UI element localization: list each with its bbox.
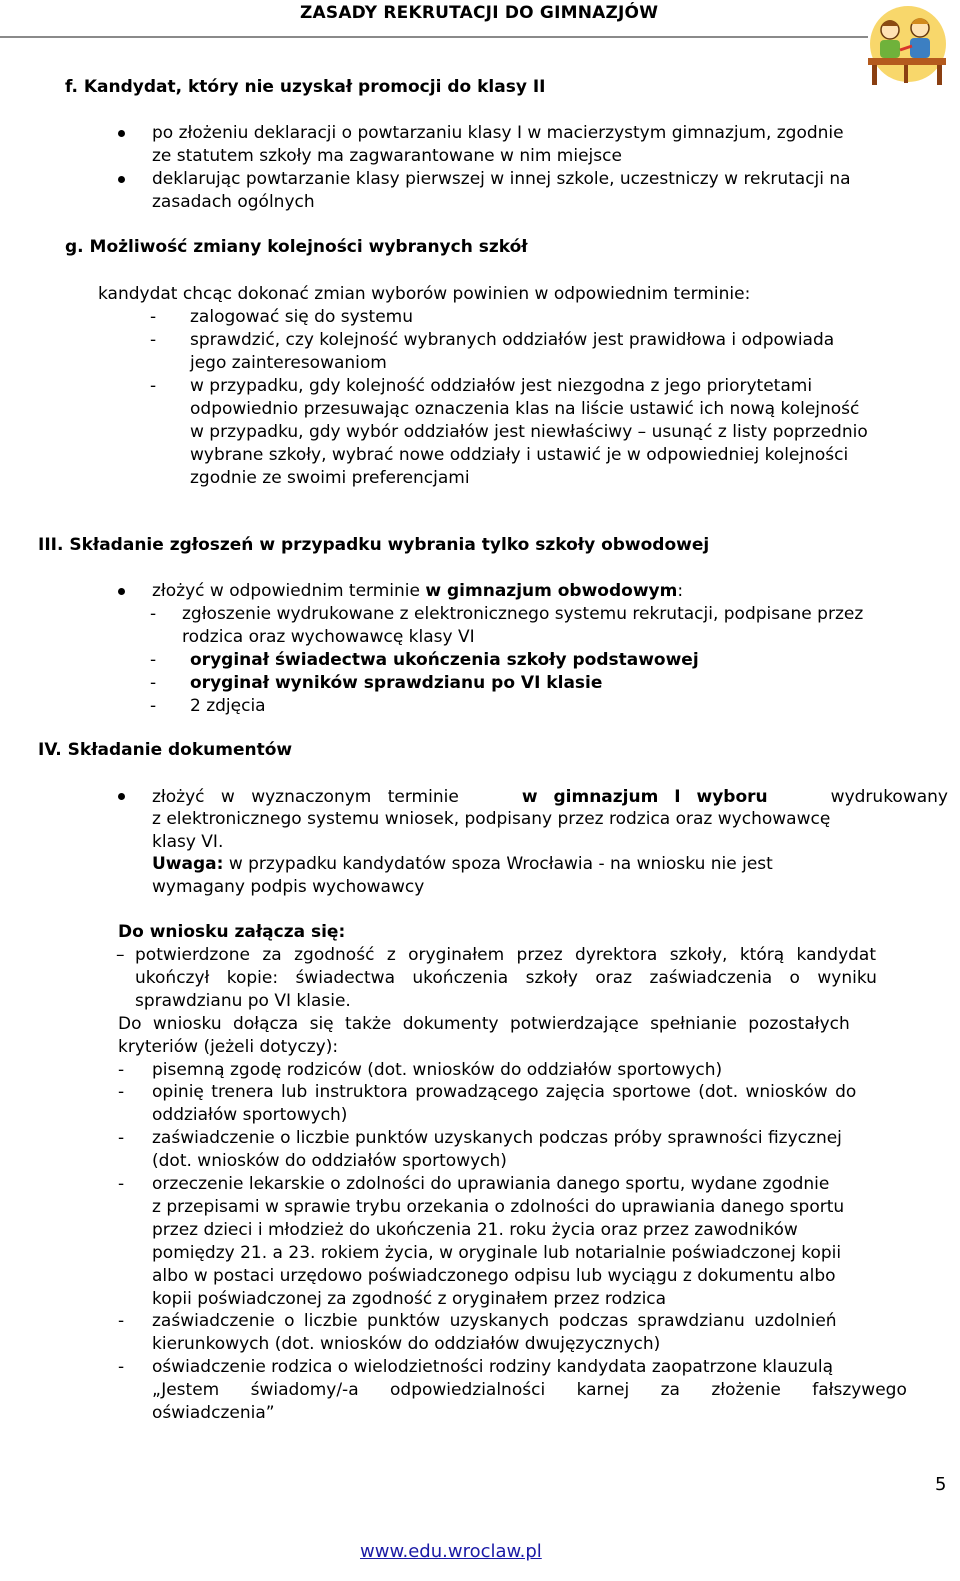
extra-doc6-line1: oświadczenie rodzica o wielodzietności rodziny kandydata zaopatrzone klauzulą [152, 1357, 834, 1377]
dash-marker: - [118, 1311, 125, 1331]
extra-doc4-line1: orzeczenie lekarskie o zdolności do uprawiania danego sportu, wydane zgodnie [152, 1174, 830, 1194]
attachments-heading: Do wniosku załącza się: [118, 922, 346, 942]
section-IV-bullet-line3: klasy VI. [152, 832, 224, 852]
dash-marker: - [150, 307, 157, 327]
section-g-dash3-line3: w przypadku, gdy wybór oddziałów jest niewłaściwy – usunąć z listy poprzednio [190, 422, 868, 442]
section-III-bullet-pre: złożyć w odpowiednim terminie [152, 581, 426, 601]
section-III-dash1-line1: zgłoszenie wydrukowane z elektronicznego systemu rekrutacji, podpisane przez [182, 604, 864, 624]
dash-marker: - [150, 650, 157, 670]
section-III-dash3: oryginał wyników sprawdzianu po VI klasie [190, 673, 603, 693]
extra-doc4-line6: kopii poświadczonej za zgodność z oryginałem przez rodzica [152, 1289, 667, 1309]
dash-marker: - [118, 1357, 125, 1377]
footer-website-link[interactable]: www.edu.wroclaw.pl [360, 1541, 542, 1562]
extra-doc3-line2: (dot. wniosków do oddziałów sportowych) [152, 1151, 507, 1171]
section-f-heading: f. Kandydat, który nie uzyskał promocji do klasy II [65, 77, 546, 97]
section-f-bullet1-line1: po złożeniu deklaracji o powtarzaniu klasy I w macierzystym gimnazjum, zgodnie [152, 123, 844, 143]
section-IV-bullet-pre: złożyć w wyznaczonym terminie [152, 787, 459, 807]
endash-marker: – [116, 945, 125, 965]
section-f-bullet1-line2: ze statutem szkoły ma zagwarantowane w nim miejsce [152, 146, 622, 166]
section-III-bullet [152, 580, 683, 603]
section-IV-bullet-line1 [152, 786, 948, 809]
section-IV-bullet-post: wydrukowany [830, 787, 948, 807]
note-text: w przypadku kandydatów spoza Wrocławia - na wniosku nie jest [223, 854, 773, 874]
note-label: Uwaga: [152, 854, 224, 874]
children-at-desk-logo [860, 4, 952, 90]
bullet-icon [118, 793, 125, 800]
extra-doc5-line1: zaświadczenie o liczbie punktów uzyskanych podczas sprawdzianu uzdolnień [152, 1311, 837, 1331]
attachment1-line1: potwierdzone za zgodność z oryginałem przez dyrektora szkoły, którą kandydat [135, 945, 876, 965]
extra-doc5-line2: kierunkowych (dot. wniosków do oddziałów dwujęzycznych) [152, 1334, 661, 1354]
dash-marker: - [150, 330, 157, 350]
extra-doc4-line4: pomiędzy 21. a 23. rokiem życia, w oryginale lub notarialnie poświadczonej kopii [152, 1243, 842, 1263]
extra-doc3-line1: zaświadczenie o liczbie punktów uzyskanych podczas próby sprawności fizycznej [152, 1128, 842, 1148]
section-III-bullet-bold: w gimnazjum obwodowym [425, 581, 678, 601]
extra-doc4-line2: z przepisami w sprawie trybu orzekania o zdolności do uprawiania danego sportu [152, 1197, 845, 1217]
section-III-dash1-line2: rodzica oraz wychowawcę klasy VI [182, 627, 475, 647]
section-f-bullet2-line2: zasadach ogólnych [152, 192, 315, 212]
extra-doc4-line5: albo w postaci urzędowo poświadczonego odpisu lub wyciągu z dokumentu albo [152, 1266, 836, 1286]
section-g-heading: g. Możliwość zmiany kolejności wybranych szkół [65, 237, 528, 257]
section-g-dash2-line1: sprawdzić, czy kolejność wybranych oddziałów jest prawidłowa i odpowiada [190, 330, 835, 350]
bullet-icon [118, 588, 125, 595]
dash-marker: - [118, 1060, 125, 1080]
extra-doc6-line2: „Jestem świadomy/-a odpowiedzialności karnej za złożenie fałszywego [152, 1380, 907, 1400]
page-number: 5 [935, 1474, 947, 1495]
dash-marker: - [118, 1174, 125, 1194]
section-g-dash3-line1: w przypadku, gdy kolejność oddziałów jest niezgodna z jego priorytetami [190, 376, 813, 396]
extra-doc6-line3: oświadczenia” [152, 1403, 275, 1423]
section-IV-bullet-line2: z elektronicznego systemu wniosek, podpisany przez rodzica oraz wychowawcę [152, 809, 831, 829]
attachment1-line3: sprawdzianu po VI klasie. [135, 991, 351, 1011]
dash-marker: - [150, 673, 157, 693]
extra-doc4-line3: przez dzieci i młodzież do ukończenia 21. roku życia oraz przez zawodników [152, 1220, 798, 1240]
dash-marker: - [150, 696, 157, 716]
section-IV-note-line1 [152, 853, 773, 876]
section-g-dash3-line2: odpowiednio przesuwając oznaczenia klas na liście ustawić ich nową kolejność [190, 399, 860, 419]
section-g-dash3-line4: wybrane szkoły, wybrać nowe oddziały i ustawić je w odpowiedniej kolejności [190, 445, 849, 465]
bullet-icon [118, 130, 125, 137]
section-IV-note-line2: wymagany podpis wychowawcy [152, 877, 425, 897]
document-header-title: ZASADY REKRUTACJI DO GIMNAZJÓW [300, 3, 659, 23]
section-III-bullet-post: : [677, 581, 684, 601]
section-g-dash3-line5: zgodnie ze swoimi preferencjami [190, 468, 470, 488]
additional-docs-line1: Do wniosku dołącza się także dokumenty potwierdzające spełnianie pozostałych [118, 1014, 850, 1034]
extra-doc1: pisemną zgodę rodziców (dot. wniosków do oddziałów sportowych) [152, 1060, 723, 1080]
section-III-dash4: 2 zdjęcia [190, 696, 266, 716]
dash-marker: - [118, 1128, 125, 1148]
dash-marker: - [150, 376, 157, 396]
section-IV-heading: IV. Składanie dokumentów [38, 740, 293, 760]
additional-docs-line2: kryteriów (jeżeli dotyczy): [118, 1037, 339, 1057]
section-g-intro: kandydat chcąc dokonać zmian wyborów powinien w odpowiednim terminie: [98, 284, 751, 304]
section-III-dash2: oryginał świadectwa ukończenia szkoły podstawowej [190, 650, 699, 670]
extra-doc2-line2: oddziałów sportowych) [152, 1105, 348, 1125]
dash-marker: - [150, 604, 157, 624]
bullet-icon [118, 176, 125, 183]
section-g-dash1: zalogować się do systemu [190, 307, 414, 327]
dash-marker: - [118, 1082, 125, 1102]
header-divider [0, 36, 868, 38]
section-IV-bullet-bold: w gimnazjum I wyboru [521, 787, 768, 807]
section-f-bullet2-line1: deklarując powtarzanie klasy pierwszej w innej szkole, uczestniczy w rekrutacji na [152, 169, 851, 189]
section-g-dash2-line2: jego zainteresowaniom [190, 353, 387, 373]
attachment1-line2: ukończył kopie: świadectwa ukończenia szkoły oraz zaświadczenia o wyniku [135, 968, 877, 988]
extra-doc2-line1: opinię trenera lub instruktora prowadzącego zajęcia sportowe (dot. wniosków do [152, 1082, 857, 1102]
section-III-heading: III. Składanie zgłoszeń w przypadku wybrania tylko szkoły obwodowej [38, 535, 710, 555]
